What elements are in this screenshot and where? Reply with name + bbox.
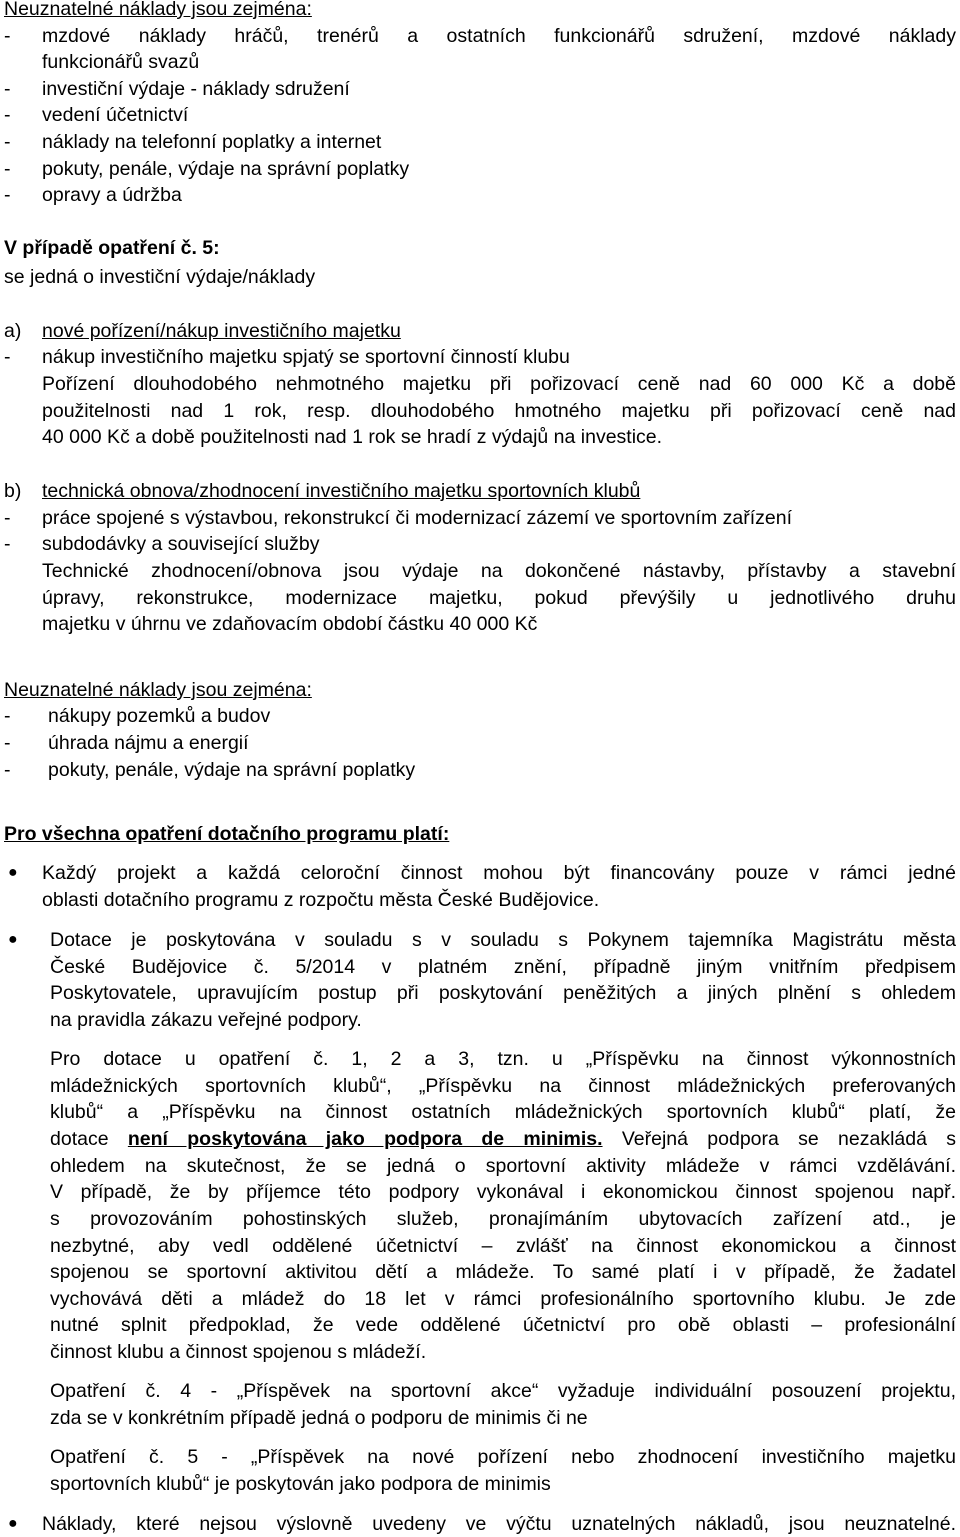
not-de-minimis-emphasis: není poskytována jako podpora de minimis. xyxy=(127,1128,603,1150)
paragraph-line: Opatření č. 5 - „Příspěvek na nové pořízení nebo zhodnocení investičního majetku xyxy=(50,1446,956,1468)
excluded-costs-heading-1: Neuznatelné náklady jsou zejména: xyxy=(4,0,312,20)
paragraph-line-mixed: dotace není poskytována jako podpora de minimis. Veřejná podpora se nezakládá s xyxy=(50,1128,956,1150)
subsection-a-text-line: Pořízení dlouhodobého nehmotného majetku při pořizovací ceně nad 60 000 Kč a době xyxy=(42,373,956,395)
measure-5-heading: V případě opatření č. 5: xyxy=(4,237,220,259)
paragraph-line: na pravidla zákazu veřejné podpory. xyxy=(50,1009,362,1031)
bullet-icon: ● xyxy=(8,931,18,948)
paragraph-line: klubů“ a „Příspěvku na činnost ostatních mládežnických sportovních klubů“ platí, že xyxy=(50,1101,956,1123)
paragraph-line: sportovních klubů“ je poskytován jako podpora de minimis xyxy=(50,1473,551,1495)
paragraph-line: Poskytovatele, upravujícím postup při poskytování peněžitých a jiných plnění s ohledem xyxy=(50,982,956,1004)
all-measures-heading: Pro všechna opatření dotačního programu platí: xyxy=(4,823,450,845)
paragraph-line: mládežnických sportovních klubů“, „Příspěvku na činnost mládežnických preferovaných xyxy=(50,1075,956,1097)
excluded-costs-heading-2: Neuznatelné náklady jsou zejména: xyxy=(4,679,312,701)
paragraph-line: vychovává děti a mládež do 18 let v rámci profesionálního sportovního klubu. Je zde xyxy=(50,1288,956,1310)
paragraph-line: nezbytné, aby vedl oddělené účetnictví – zvlášť na činnost ekonomickou a činnost xyxy=(50,1235,956,1257)
paragraph-line: Opatření č. 4 - „Příspěvek na sportovní akce“ vyžaduje individuální posouzení projektu, xyxy=(50,1380,956,1402)
measure-5-intro: se jedná o investiční výdaje/náklady xyxy=(4,266,316,288)
paragraph-line: V případě, že by příjemce této podpory vykonával i ekonomickou činnost spojenou např. xyxy=(50,1181,956,1203)
list-item-continuation: funkcionářů svazů xyxy=(42,51,200,73)
paragraph-line: Pro dotace u opatření č. 1, 2 a 3, tzn. u „Příspěvku na činnost výkonnostních xyxy=(50,1048,956,1070)
paragraph-line: ohledem na skutečnost, že se jedná o sportovní aktivity mládeže v rámci vzdělávání. xyxy=(50,1155,956,1177)
paragraph-line: České Budějovice č. 5/2014 v platném znění, případně jiným vnitřním předpisem xyxy=(50,956,956,978)
paragraph-line: nutné splnit předpoklad, že vede oddělené účetnictví pro obě oblasti – profesionální xyxy=(50,1314,956,1336)
subsection-b-text-line: majetku v úhrnu ve zdaňovacím období částku 40 000 Kč xyxy=(42,613,538,635)
paragraph-line: s provozováním pohostinských služeb, pronajímáním ubytovacích zařízení atd., je xyxy=(50,1208,956,1230)
subsection-b-text-line: úpravy, rekonstrukce, modernizace majetku, pokud převýšily u jednotlivého druhu xyxy=(42,587,956,609)
bullet-icon: ● xyxy=(8,864,18,881)
subsection-a-text-line: použitelnosti nad 1 rok, resp. dlouhodobého hmotného majetku při pořizovací ceně nad xyxy=(42,400,956,422)
subsection-b-text-line: Technické zhodnocení/obnova jsou výdaje na dokončené nástavby, přístavby a stavební xyxy=(42,560,956,582)
paragraph-line: spojenou se sportovní aktivitou dětí a mládeže. To samé platí i v případě, že žadatel xyxy=(50,1261,956,1283)
paragraph-line: zda se v konkrétním případě jedná o podporu de minimis či ne xyxy=(50,1407,588,1429)
subsection-a-text-line: 40 000 Kč a době použitelnosti nad 1 rok se hradí z výdajů na investice. xyxy=(42,426,663,448)
paragraph-line: oblasti dotačního programu z rozpočtu města České Budějovice. xyxy=(42,889,600,911)
bullet-icon: ● xyxy=(8,1515,18,1532)
paragraph-line: činnost klubu a činnost spojenou s mládeží. xyxy=(50,1341,427,1363)
